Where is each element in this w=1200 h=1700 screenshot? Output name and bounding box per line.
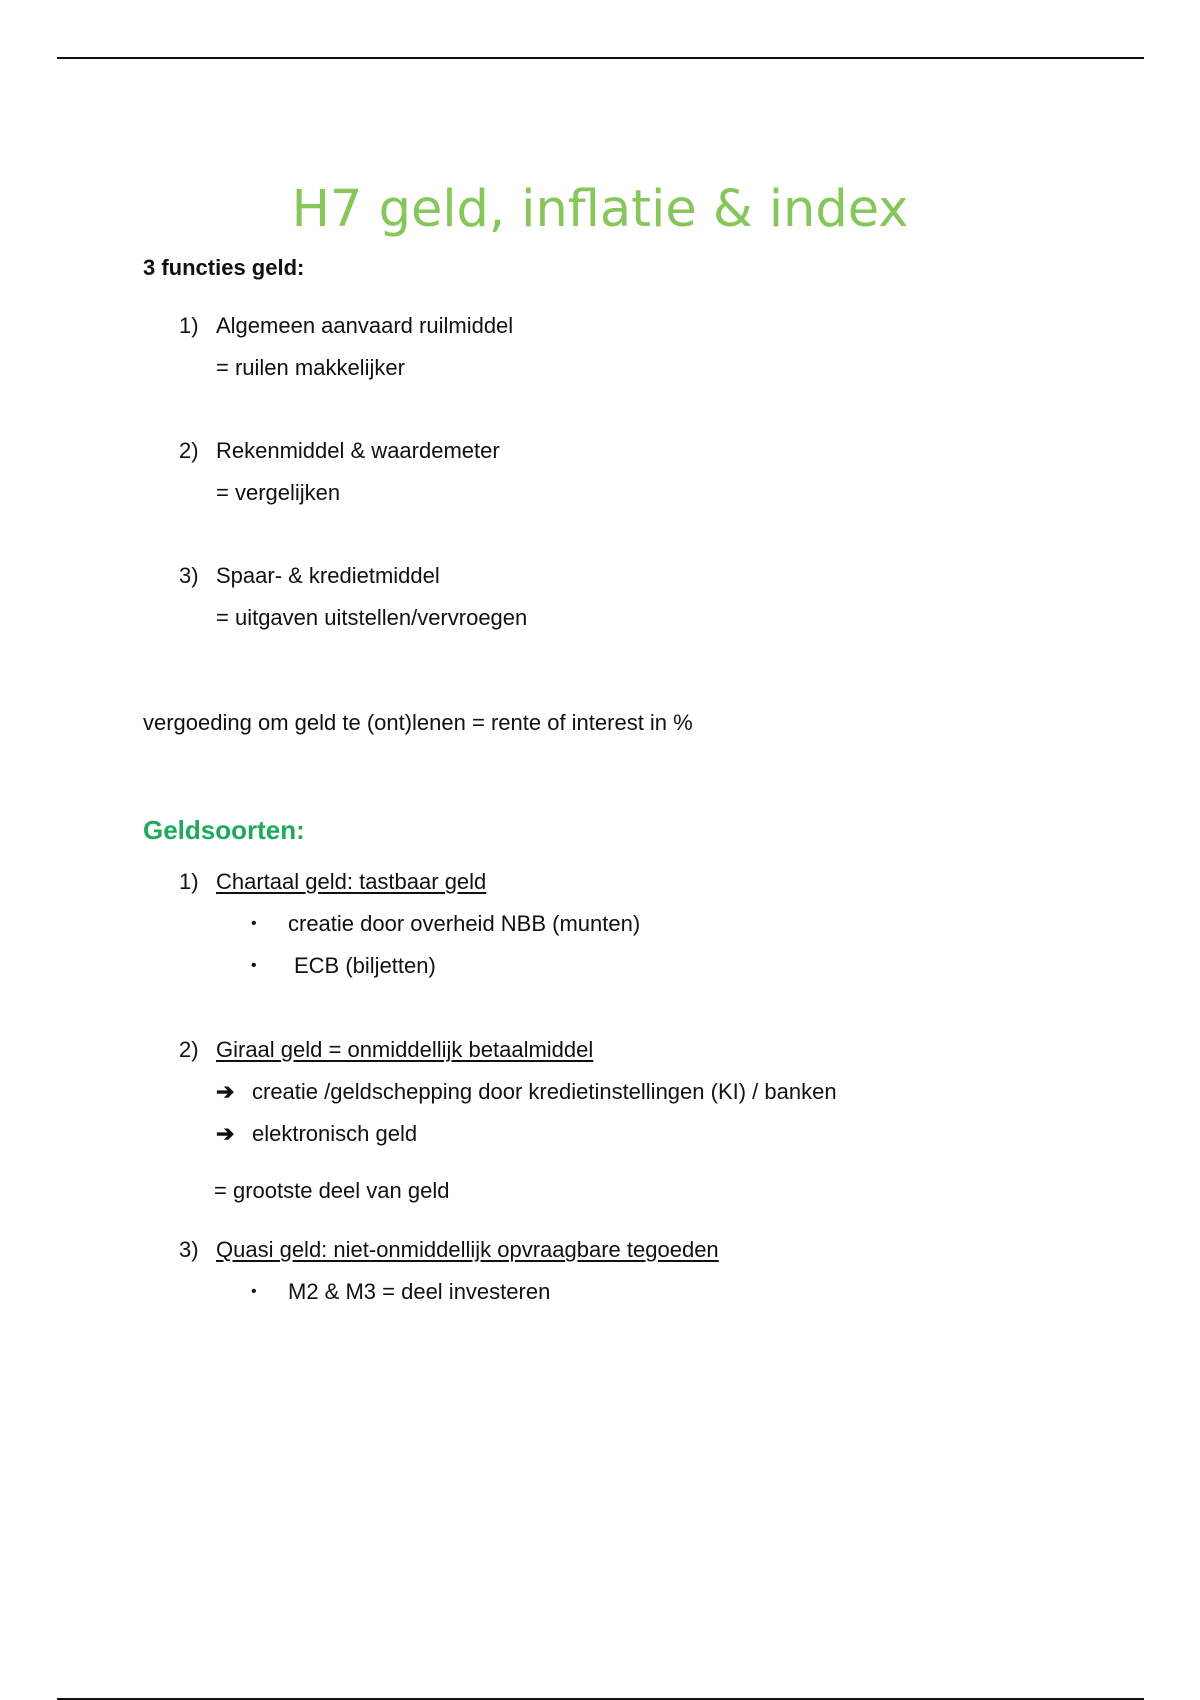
list-number: 2) <box>179 438 199 463</box>
page-title: H7 geld, inflatie & index <box>291 180 909 239</box>
bullet-icon: • <box>251 915 257 932</box>
list-item: creatie door overheid NBB (munten) <box>288 911 641 936</box>
function-note: = uitgaven uitstellen/vervroegen <box>216 605 528 630</box>
function-label: Spaar- & kredietmiddel <box>216 563 440 588</box>
bullet-icon: • <box>251 1283 257 1300</box>
header-rule <box>57 57 1144 59</box>
money-type-note: = grootste deel van geld <box>214 1178 450 1203</box>
function-note: = ruilen makkelijker <box>216 355 405 380</box>
list-number: 1) <box>179 313 199 338</box>
money-type-label: Chartaal geld: tastbaar geld <box>216 869 487 894</box>
interest-line: vergoeding om geld te (ont)lenen = rente of interest in % <box>143 710 693 735</box>
list-item: creatie /geldschepping door kredietinstellingen (KI) / banken <box>252 1079 837 1104</box>
list-number: 2) <box>179 1037 199 1062</box>
bullet-icon: • <box>251 957 257 974</box>
geldsoorten-heading: Geldsoorten: <box>143 815 305 845</box>
money-type-label: Giraal geld = onmiddellijk betaalmiddel <box>216 1037 594 1062</box>
list-item: elektronisch geld <box>252 1121 418 1146</box>
list-item: M2 & M3 = deel investeren <box>288 1279 551 1304</box>
list-number: 1) <box>179 869 199 894</box>
list-item: ECB (biljetten) <box>294 953 436 978</box>
list-number: 3) <box>179 1237 199 1262</box>
list-number: 3) <box>179 563 199 588</box>
arrow-right-icon: ➔ <box>216 1079 235 1104</box>
arrow-right-icon: ➔ <box>216 1121 235 1146</box>
function-label: Rekenmiddel & waardemeter <box>216 438 500 463</box>
function-note: = vergelijken <box>216 480 341 505</box>
functions-heading: 3 functies geld: <box>143 255 305 280</box>
money-type-label: Quasi geld: niet-onmiddellijk opvraagbare tegoeden <box>216 1237 719 1262</box>
function-label: Algemeen aanvaard ruilmiddel <box>216 313 514 338</box>
